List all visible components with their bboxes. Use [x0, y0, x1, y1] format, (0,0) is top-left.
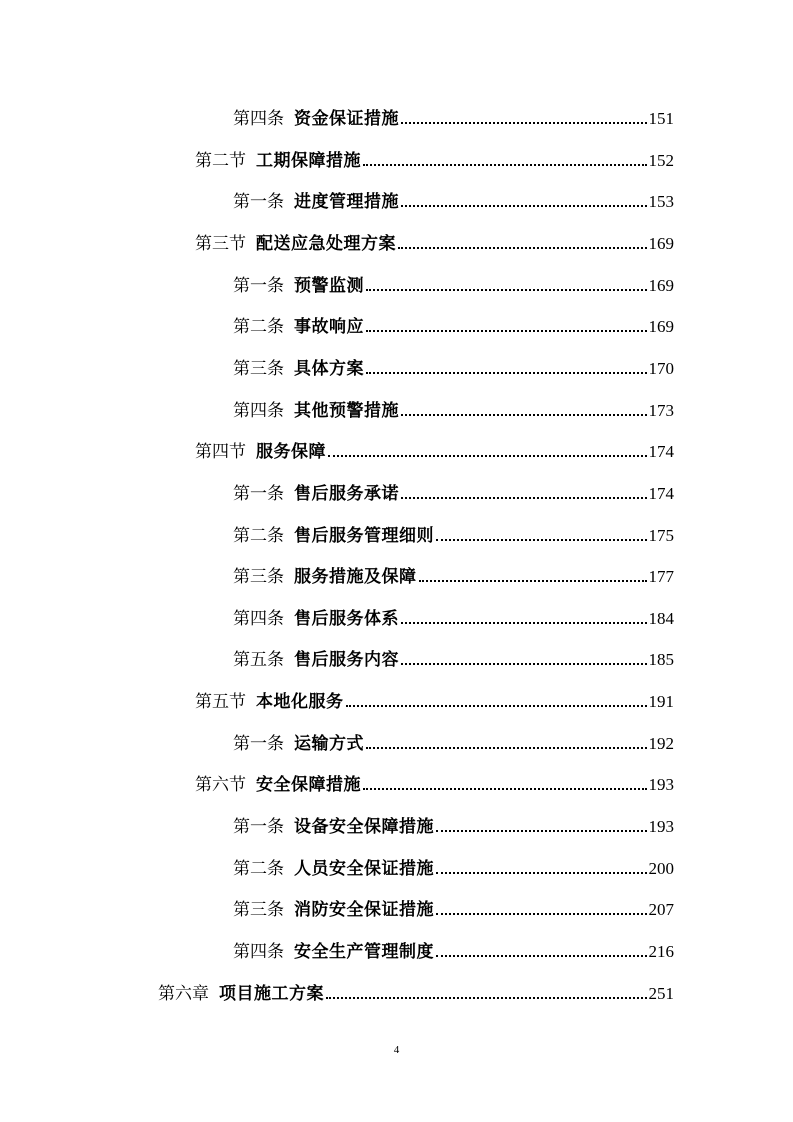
- toc-entry-page: 185: [648, 650, 674, 670]
- toc-entry[interactable]: [233, 933, 674, 963]
- toc-entry-title: 进度管理措施: [294, 192, 399, 213]
- dot-leader: [401, 651, 647, 667]
- toc-entry-title: 安全保障措施: [256, 775, 361, 796]
- toc-entry-title: 事故响应: [294, 317, 364, 338]
- toc-entry-page: 193: [648, 775, 674, 795]
- toc-entry[interactable]: [233, 100, 674, 130]
- toc-entry-page: 200: [648, 858, 674, 878]
- toc-entry-number: 第三条: [233, 900, 284, 921]
- toc-entry-title: 售后服务管理细则: [294, 525, 434, 546]
- toc-entry-number: 第四节: [195, 442, 246, 463]
- dot-leader: [366, 318, 647, 334]
- dot-leader: [328, 443, 647, 459]
- toc-entry-page: 169: [648, 275, 674, 295]
- dot-leader: [398, 235, 647, 251]
- toc-entry-title: 本地化服务: [256, 692, 344, 713]
- dot-leader: [436, 943, 647, 959]
- toc-entry-title: 服务保障: [256, 442, 326, 463]
- toc-entry-number: 第三节: [195, 233, 246, 254]
- toc-entry-title: 具体方案: [294, 358, 364, 379]
- dot-leader: [366, 277, 647, 293]
- toc-entry[interactable]: [195, 142, 674, 172]
- toc-entry-title: 消防安全保证措施: [294, 900, 434, 921]
- toc-entry-number: 第一条: [233, 275, 284, 296]
- toc-entry-page: 191: [648, 692, 674, 712]
- toc-entry[interactable]: [233, 850, 674, 880]
- toc-entry-page: 192: [648, 733, 674, 753]
- toc-entry[interactable]: [233, 392, 674, 422]
- toc-entry[interactable]: [233, 267, 674, 297]
- toc-entry-page: 207: [648, 900, 674, 920]
- dot-leader: [401, 402, 647, 418]
- toc-entry[interactable]: [233, 558, 674, 588]
- toc-entry-number: 第二条: [233, 525, 284, 546]
- toc-entry-number: 第五节: [195, 692, 246, 713]
- dot-leader: [366, 360, 647, 376]
- toc-entry-number: 第四条: [233, 942, 284, 962]
- toc-entry-title: 资金保证措施: [294, 109, 399, 129]
- toc-entry[interactable]: [233, 308, 674, 338]
- toc-entry-page: 152: [648, 150, 674, 170]
- dot-leader: [401, 193, 647, 209]
- toc-entry-number: 第一条: [233, 192, 284, 213]
- toc-entry-page: 169: [648, 233, 674, 253]
- toc-entry-title: 人员安全保证措施: [294, 858, 434, 879]
- toc-entry-page: 174: [648, 442, 674, 462]
- toc-entry-number: 第二节: [195, 150, 246, 171]
- toc-entry-title: 项目施工方案: [219, 983, 324, 1004]
- toc-entry-title: 售后服务承诺: [294, 483, 399, 504]
- toc-entry-title: 设备安全保障措施: [294, 817, 434, 838]
- page-number: 4: [393, 1044, 400, 1056]
- dot-leader: [401, 610, 647, 626]
- dot-leader: [326, 985, 647, 1001]
- dot-leader: [436, 860, 647, 876]
- toc-entry[interactable]: [233, 808, 674, 838]
- toc-entry[interactable]: [233, 183, 674, 213]
- toc-entry[interactable]: [233, 517, 674, 547]
- dot-leader: [401, 485, 647, 501]
- toc-entry-page: 177: [648, 567, 674, 587]
- toc-entry-page: 170: [648, 358, 674, 378]
- toc-entry-number: 第二条: [233, 317, 284, 338]
- toc-entry-page: 216: [648, 942, 674, 961]
- toc-entry[interactable]: [233, 350, 674, 380]
- toc-entry-title: 运输方式: [294, 733, 364, 754]
- toc-entry[interactable]: [195, 683, 674, 713]
- toc-entry-number: 第二条: [233, 858, 284, 879]
- toc-entry-number: 第五条: [233, 650, 284, 671]
- dot-leader: [346, 693, 647, 709]
- toc-entry-title: 售后服务内容: [294, 650, 399, 671]
- toc-entry-title: 预警监测: [294, 275, 364, 296]
- toc-entry-page: 169: [648, 317, 674, 337]
- toc-entry-page: 174: [648, 483, 674, 503]
- toc-entry[interactable]: [195, 433, 674, 463]
- toc-entry-number: 第六节: [195, 775, 246, 796]
- toc-entry-number: 第四条: [233, 400, 284, 421]
- toc-entry-title: 配送应急处理方案: [256, 233, 396, 254]
- toc-entry[interactable]: [195, 766, 674, 796]
- toc-entry-page: 184: [648, 608, 674, 628]
- toc-entry-page: 251: [648, 983, 674, 1003]
- dot-leader: [436, 527, 647, 543]
- toc-entry-page: 151: [648, 109, 674, 128]
- toc-entry-number: 第一条: [233, 733, 284, 754]
- toc-entry-number: 第三条: [233, 358, 284, 379]
- toc-entry-page: 193: [648, 817, 674, 837]
- dot-leader: [366, 735, 647, 751]
- toc-entry[interactable]: [233, 725, 674, 755]
- toc-entry-title: 服务措施及保障: [294, 567, 417, 588]
- toc-entry[interactable]: [233, 600, 674, 630]
- dot-leader: [401, 110, 647, 126]
- toc-entry-page: 153: [648, 192, 674, 212]
- toc-entry[interactable]: [158, 975, 674, 1005]
- toc-entry-number: 第六章: [158, 983, 209, 1004]
- toc-entry[interactable]: [195, 225, 674, 255]
- toc-entry-number: 第三条: [233, 567, 284, 588]
- toc-entry-title: 工期保障措施: [256, 150, 361, 171]
- toc-entry[interactable]: [233, 475, 674, 505]
- dot-leader: [436, 901, 647, 917]
- toc-entry-title: 其他预警措施: [294, 400, 399, 421]
- toc-entry-number: 第四条: [233, 109, 284, 129]
- dot-leader: [436, 818, 647, 834]
- toc-entry-number: 第四条: [233, 608, 284, 629]
- toc-entry-title: 安全生产管理制度: [294, 942, 434, 962]
- toc-entry-title: 售后服务体系: [294, 608, 399, 629]
- dot-leader: [363, 152, 647, 168]
- dot-leader: [363, 776, 647, 792]
- toc-entry-page: 173: [648, 400, 674, 420]
- toc-entry[interactable]: [233, 891, 674, 921]
- toc-entry[interactable]: [233, 641, 674, 671]
- toc-entry-page: 175: [648, 525, 674, 545]
- toc-entry-number: 第一条: [233, 817, 284, 838]
- dot-leader: [419, 568, 647, 584]
- toc-entry-number: 第一条: [233, 483, 284, 504]
